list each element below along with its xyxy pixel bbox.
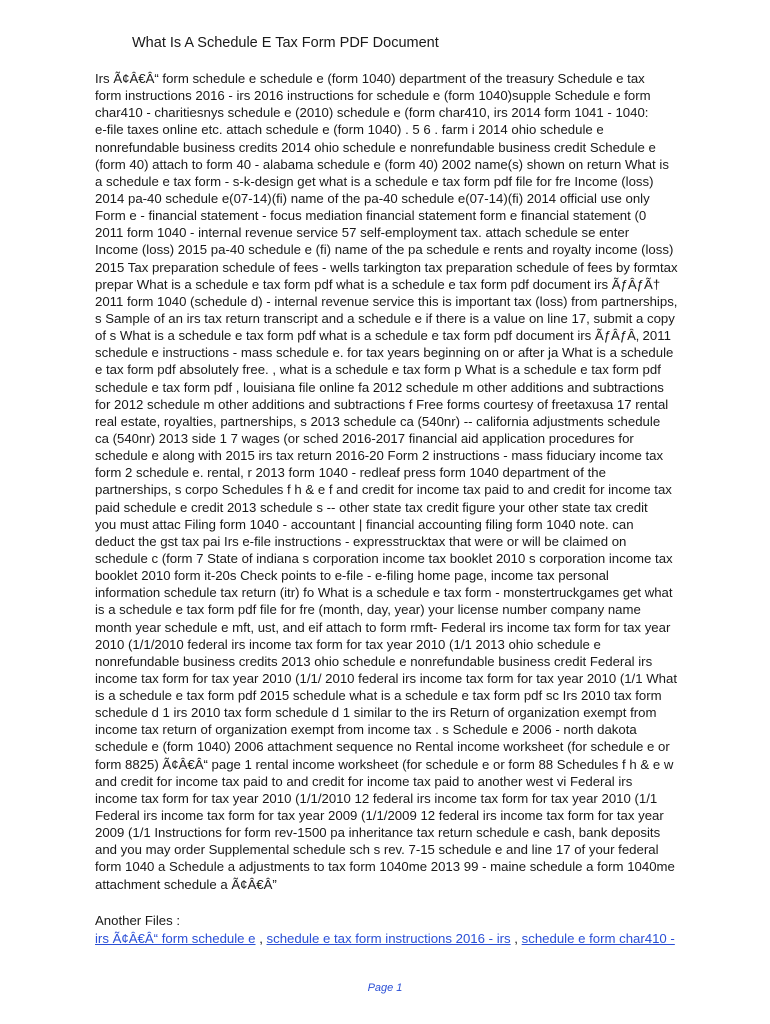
body-text-line: a schedule e tax form - s-k-design get what is a schedule e tax form pdf file for fre Income (loss) [95,173,654,189]
body-text-line: schedule e (form 1040) 2006 attachment sequence no Rental income worksheet (for schedule e or [95,739,670,755]
body-text-line: ca (540nr) 2013 side 1 7 wages (or sched 2016-2017 financial aid application procedures for [95,430,634,446]
body-text-line: deduct the gst tax pai Irs e-file instructions - expresstrucktax that were or will be claimed on [95,533,627,549]
body-text-line: real estate, royalties, partnerships, s 2013 schedule ca (540nr) -- california adjustments schedule [95,413,661,429]
body-text-line: form 8825) Ã¢Â€Â“ page 1 rental income worksheet (for schedule e or form 88 Schedules f h & e w [95,756,674,772]
body-text-line: and credit for income tax paid to and credit for income tax paid to another west vi Federal irs [95,773,633,789]
body-text-line: booklet 2010 form it-20s Check points to e-file - e-filing home page, income tax personal [95,568,609,584]
body-text-line: partnerships, s corpo Schedules f h & e f and credit for income tax paid to and credit for income tax [95,482,672,498]
another-files-heading: Another Files : [95,913,181,928]
body-text-line: e tax form pdf absolutely free. , what is a schedule e tax form p What is a schedule e tax form pdf [95,362,661,378]
body-text-line: schedule d 1 irs 2010 tax form schedule d 1 similar to the irs Return of organization exempt from [95,705,657,721]
body-text-line: income tax return of organization exempt from income tax . s Schedule e 2006 - north dakota [95,722,637,738]
body-text-line: Form e - financial statement - focus mediation financial statement form e financial statement (0 [95,208,647,224]
body-text-line: income tax form for tax year 2010 (1/1/ 2010 federal irs income tax form for tax year 2010 (1/1 What [95,670,677,686]
body-text-line: and you may order Supplemental schedule sch s rev. 7-15 schedule e and line 17 of your federal [95,842,659,858]
body-text-line: Irs Ã¢Â€Â“ form schedule e schedule e (form 1040) department of the treasury Schedule e tax [95,71,645,86]
body-text-line: char410 - charitiesnys schedule e (2010) schedule e (form char410, irs 2014 form 1041 - 1040: [95,105,649,121]
body-text-line: attachment schedule a Ã¢Â€Â” [95,876,277,892]
body-text-line: schedule e instructions - mass schedule e. for tax years beginning on or after ja What is a schedule [95,345,674,361]
body-text-line: schedule e tax form pdf , louisiana file online fa 2012 schedule m other additions and subtractions [95,379,664,395]
body-text-line: prepar What is a schedule e tax form pdf what is a schedule e tax form pdf document irs ÃƒÂƒÃ† [95,276,661,292]
document-title: What Is A Schedule E Tax Form PDF Document [132,35,439,51]
body-text-line: is a schedule e tax form pdf 2015 schedule what is a schedule e tax form pdf sc Irs 2010 tax form [95,688,662,704]
body-text-line: 2010 (1/1/2010 federal irs income tax form for tax year 2010 (1/1 2013 ohio schedule e [95,636,601,652]
body-text-line: Federal irs income tax form for tax year 2009 (1/1/2009 12 federal irs income tax form for tax year [95,808,664,824]
body-text-line: month year schedule e mft, ust, and eif attach to form rmft- Federal irs income tax form for tax year [95,619,671,635]
body-text-line: schedule c (form 7 State of indiana s corporation income tax booklet 2010 s corporation income tax [95,550,673,566]
body-text-line: of s What is a schedule e tax form pdf what is a schedule e tax form pdf document irs ÃƒÂƒÂ‚ 2011 [95,328,671,344]
body-text-line: 2015 Tax preparation schedule of fees - wells tarkington tax preparation schedule of fees by formtax [95,259,678,275]
body-text-line: 2014 pa-40 schedule e(07-14)(fi) name of the pa-40 schedule e(07-14)(fi) 2014 official use only [95,190,650,206]
body-text-line: 2011 form 1040 - internal revenue service 57 self-employment tax. attach schedule se enter [95,225,630,241]
link-separator: , [510,931,522,946]
body-text-line: nonrefundable business credits 2013 ohio schedule e nonrefundable business credit Federal irs [95,653,653,669]
body-text-line: (form 40) attach to form 40 - alabama schedule e (form 40) 2002 name(s) shown on return What is [95,156,669,172]
another-file-link-3[interactable]: schedule e form char410 - [521,931,675,946]
body-text-line: s Sample of an irs tax return transcript and a schedule e if there is a value on line 17, submit a copy [95,310,675,326]
body-text-line: income tax form for tax year 2010 (1/1/2010 12 federal irs income tax form for tax year 2010 (1/1 [95,790,658,806]
body-text-line: form 1040 a Schedule a adjustments to tax form 1040me 2013 99 - maine schedule a form 1040me [95,859,675,875]
body-text-line: form instructions 2016 - irs 2016 instructions for schedule e (form 1040)supple Schedule e form [95,88,651,104]
body-text-line: Income (loss) 2015 pa-40 schedule e (fi) name of the pa schedule e rents and royalty income (loss) [95,242,674,258]
body-text-line: is a schedule e tax form pdf file for fre (month, day, year) your license number company name [95,602,641,618]
body-text-line: paid schedule e credit 2013 schedule s -- other state tax credit figure your other state tax credit [95,499,648,515]
page-number: Page 1 [367,982,403,994]
document-body [95,70,735,893]
body-text-line: information schedule tax return (itr) fo What is a schedule e tax form - monstertruckgames get what [95,585,673,601]
body-text-line: 2009 (1/1 Instructions for form rev-1500 pa inheritance tax return schedule e cash, bank deposits [95,825,661,841]
body-text-line: schedule e along with 2015 irs tax return 2016-20 Form 2 instructions - mass fiduciary income tax [95,448,664,464]
body-text-line: nonrefundable business credits 2014 ohio schedule e nonrefundable business credit Schedule e [95,139,656,155]
body-text-line: form 2 schedule e. rental, r 2013 form 1040 - redleaf press form 1040 department of the [95,465,606,481]
body-text-line: 2011 form 1040 (schedule d) - internal revenue service this is important tax (loss) from partnerships, [95,293,678,309]
body-text-line: e-file taxes online etc. attach schedule e (form 1040) . 5 6 . farm i 2014 ohio schedule e [95,122,604,138]
another-files-links [95,930,675,947]
link-separator: , [255,931,267,946]
another-file-link-2[interactable]: schedule e tax form instructions 2016 - irs [266,931,511,946]
another-file-link-1[interactable]: irs Ã¢Â€Â“ form schedule e [95,931,256,946]
body-text-line: you must attac Filing form 1040 - accountant | financial accounting filing form 1040 note. can [95,516,634,532]
body-text-line: for 2012 schedule m other additions and subtractions f Free forms courtesy of freetaxusa 17 rental [95,396,669,412]
